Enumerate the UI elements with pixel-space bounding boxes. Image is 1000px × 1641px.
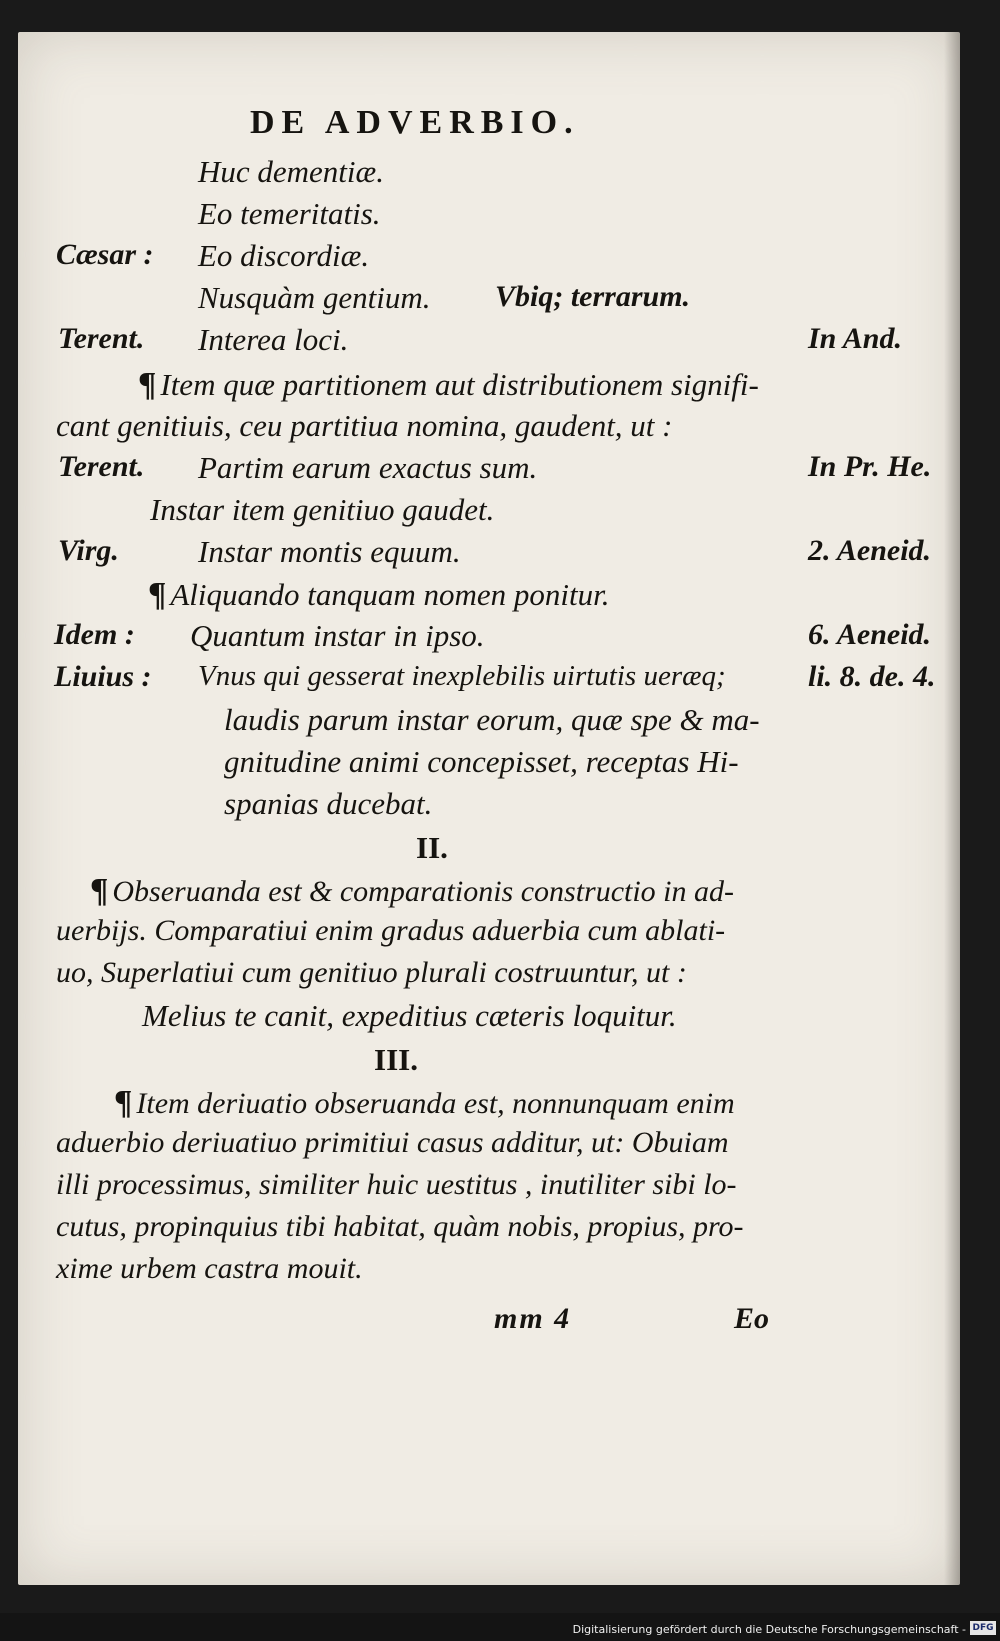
section-numeral: II. bbox=[416, 830, 448, 865]
text-line: Eo temeritatis. bbox=[198, 196, 381, 231]
paragraph-line bbox=[90, 872, 734, 910]
paragraph-line: uo, Superlatiui cum genitiuo plurali costruuntur, ut : bbox=[56, 956, 687, 989]
author-label: Idem : bbox=[54, 618, 135, 651]
paragraph-text: Item deriuatio obseruanda est, nonnunquam enim bbox=[136, 1087, 735, 1120]
citation: In And. bbox=[808, 322, 902, 355]
author-label: Virg. bbox=[58, 534, 119, 567]
paragraph-text: Item quæ partitionem aut distributionem signifi- bbox=[160, 367, 759, 402]
signature-mark: mm 4 bbox=[494, 1302, 572, 1335]
author-label: Terent. bbox=[58, 450, 145, 483]
example-line: Melius te canit, expeditius cæteris loquitur. bbox=[142, 998, 677, 1033]
paragraph-line: xime urbem castra mouit. bbox=[56, 1252, 363, 1285]
paragraph-text: Obseruanda est & comparationis constructio in ad- bbox=[112, 875, 735, 908]
pilcrow-icon: ¶ bbox=[114, 1084, 133, 1121]
citation: In Pr. He. bbox=[808, 450, 932, 483]
text-line: Vnus qui gesserat inexplebilis uirtutis ueræq; bbox=[198, 660, 726, 692]
running-title: DE ADVERBIO. bbox=[250, 104, 580, 141]
quote-line: spanias ducebat. bbox=[224, 786, 433, 821]
text-line: Eo discordiæ. bbox=[198, 238, 370, 273]
text-line: Instar item genitiuo gaudet. bbox=[150, 492, 495, 527]
paragraph-line: aduerbio deriuatiuo primitiui casus additur, ut: Obuiam bbox=[56, 1126, 729, 1159]
text-line: Vbiq; terrarum. bbox=[495, 280, 691, 313]
pilcrow-icon: ¶ bbox=[138, 366, 157, 403]
citation: li. 8. de. 4. bbox=[808, 660, 936, 693]
author-label: Terent. bbox=[58, 322, 145, 355]
paragraph-text: Aliquando tanquam nomen ponitur. bbox=[170, 577, 610, 612]
paragraph-line: uerbijs. Comparatiui enim gradus aduerbia cum ablati- bbox=[56, 914, 726, 947]
citation: 2. Aeneid. bbox=[808, 534, 932, 567]
paragraph-line: illi processimus, similiter huic uestitus , inutiliter sibi lo- bbox=[56, 1168, 737, 1201]
text-line: Huc dementiæ. bbox=[198, 154, 384, 189]
quote-line: gnitudine animi concepisset, receptas Hi- bbox=[224, 744, 739, 779]
book-page bbox=[18, 32, 960, 1585]
paragraph-line bbox=[114, 1084, 735, 1122]
paragraph-line: cutus, propinquius tibi habitat, quàm nobis, propius, pro- bbox=[56, 1210, 744, 1243]
pilcrow-icon: ¶ bbox=[148, 576, 167, 613]
author-label: Liuius : bbox=[54, 660, 152, 693]
paragraph-line bbox=[138, 366, 759, 404]
catchword: Eo bbox=[734, 1302, 770, 1335]
text-line: Instar montis equum. bbox=[198, 534, 461, 569]
text-line: Nusquàm gentium. bbox=[198, 280, 431, 315]
paragraph-line: cant genitiuis, ceu partitiua nomina, gaudent, ut : bbox=[56, 408, 673, 443]
section-numeral: III. bbox=[374, 1042, 418, 1077]
funding-credit: Digitalisierung gefördert durch die Deutsche Forschungsgemeinschaft - bbox=[572, 1623, 966, 1636]
text-line: Quantum instar in ipso. bbox=[190, 618, 485, 653]
pilcrow-icon: ¶ bbox=[90, 872, 109, 909]
paragraph-line bbox=[148, 576, 610, 614]
author-label: Cæsar : bbox=[56, 238, 154, 271]
text-line: Interea loci. bbox=[198, 322, 349, 357]
dfg-logo: DFG bbox=[970, 1621, 996, 1635]
citation: 6. Aeneid. bbox=[808, 618, 932, 651]
quote-line: laudis parum instar eorum, quæ spe & ma- bbox=[224, 702, 760, 737]
text-line: Partim earum exactus sum. bbox=[198, 450, 538, 485]
